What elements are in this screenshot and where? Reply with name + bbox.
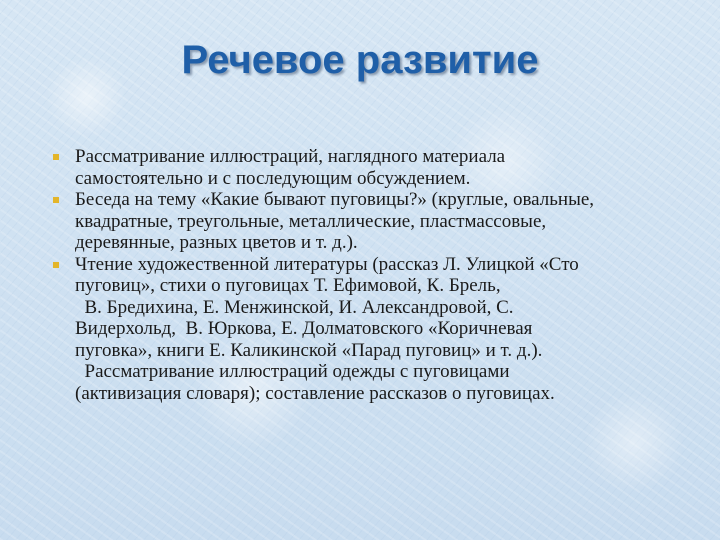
- bullet-list: [50, 146, 690, 404]
- square-bullet-icon: [53, 197, 59, 203]
- bullet-item: [50, 189, 690, 254]
- bullet-text-line: (активизация словаря); составление рассказов о пуговицах.: [75, 382, 555, 404]
- bullet-text-line: деревянные, разных цветов и т. д.).: [75, 232, 358, 253]
- bullet-text-line: Чтение художественной литературы (рассказ Л. Улицкой «Сто: [75, 253, 579, 275]
- slide-title: Речевое развитие: [181, 38, 539, 82]
- bullet-text-line: Рассматривание иллюстраций, наглядного материала: [75, 146, 506, 167]
- bullet-text-line: пуговка», книги Е. Каликинской «Парад пуговиц» и т. д.).: [75, 339, 543, 361]
- bullet-text-line: Видерхольд, В. Юркова, Е. Долматовского «Коричневая: [75, 318, 533, 339]
- bullet-text-line: квадратные, треугольные, металлические, пластмассовые,: [75, 210, 547, 232]
- bullet-text-line: Рассматривание иллюстраций одежды с пуговицами: [75, 361, 510, 382]
- bullet-item: [50, 146, 690, 189]
- bullet-text-line: самостоятельно и с последующим обсуждением.: [75, 167, 471, 189]
- bullet-text-line: Беседа на тему «Какие бывают пуговицы?» (круглые, овальные,: [75, 189, 595, 210]
- square-bullet-icon: [53, 262, 59, 268]
- bullet-text-line: пуговиц», стихи о пуговицах Т. Ефимовой, К. Брель,: [75, 275, 501, 296]
- bullet-item: [50, 254, 690, 405]
- square-bullet-icon: [53, 154, 59, 160]
- bullet-text-line: В. Бредихина, Е. Менжинской, И. Александровой, С.: [75, 296, 514, 318]
